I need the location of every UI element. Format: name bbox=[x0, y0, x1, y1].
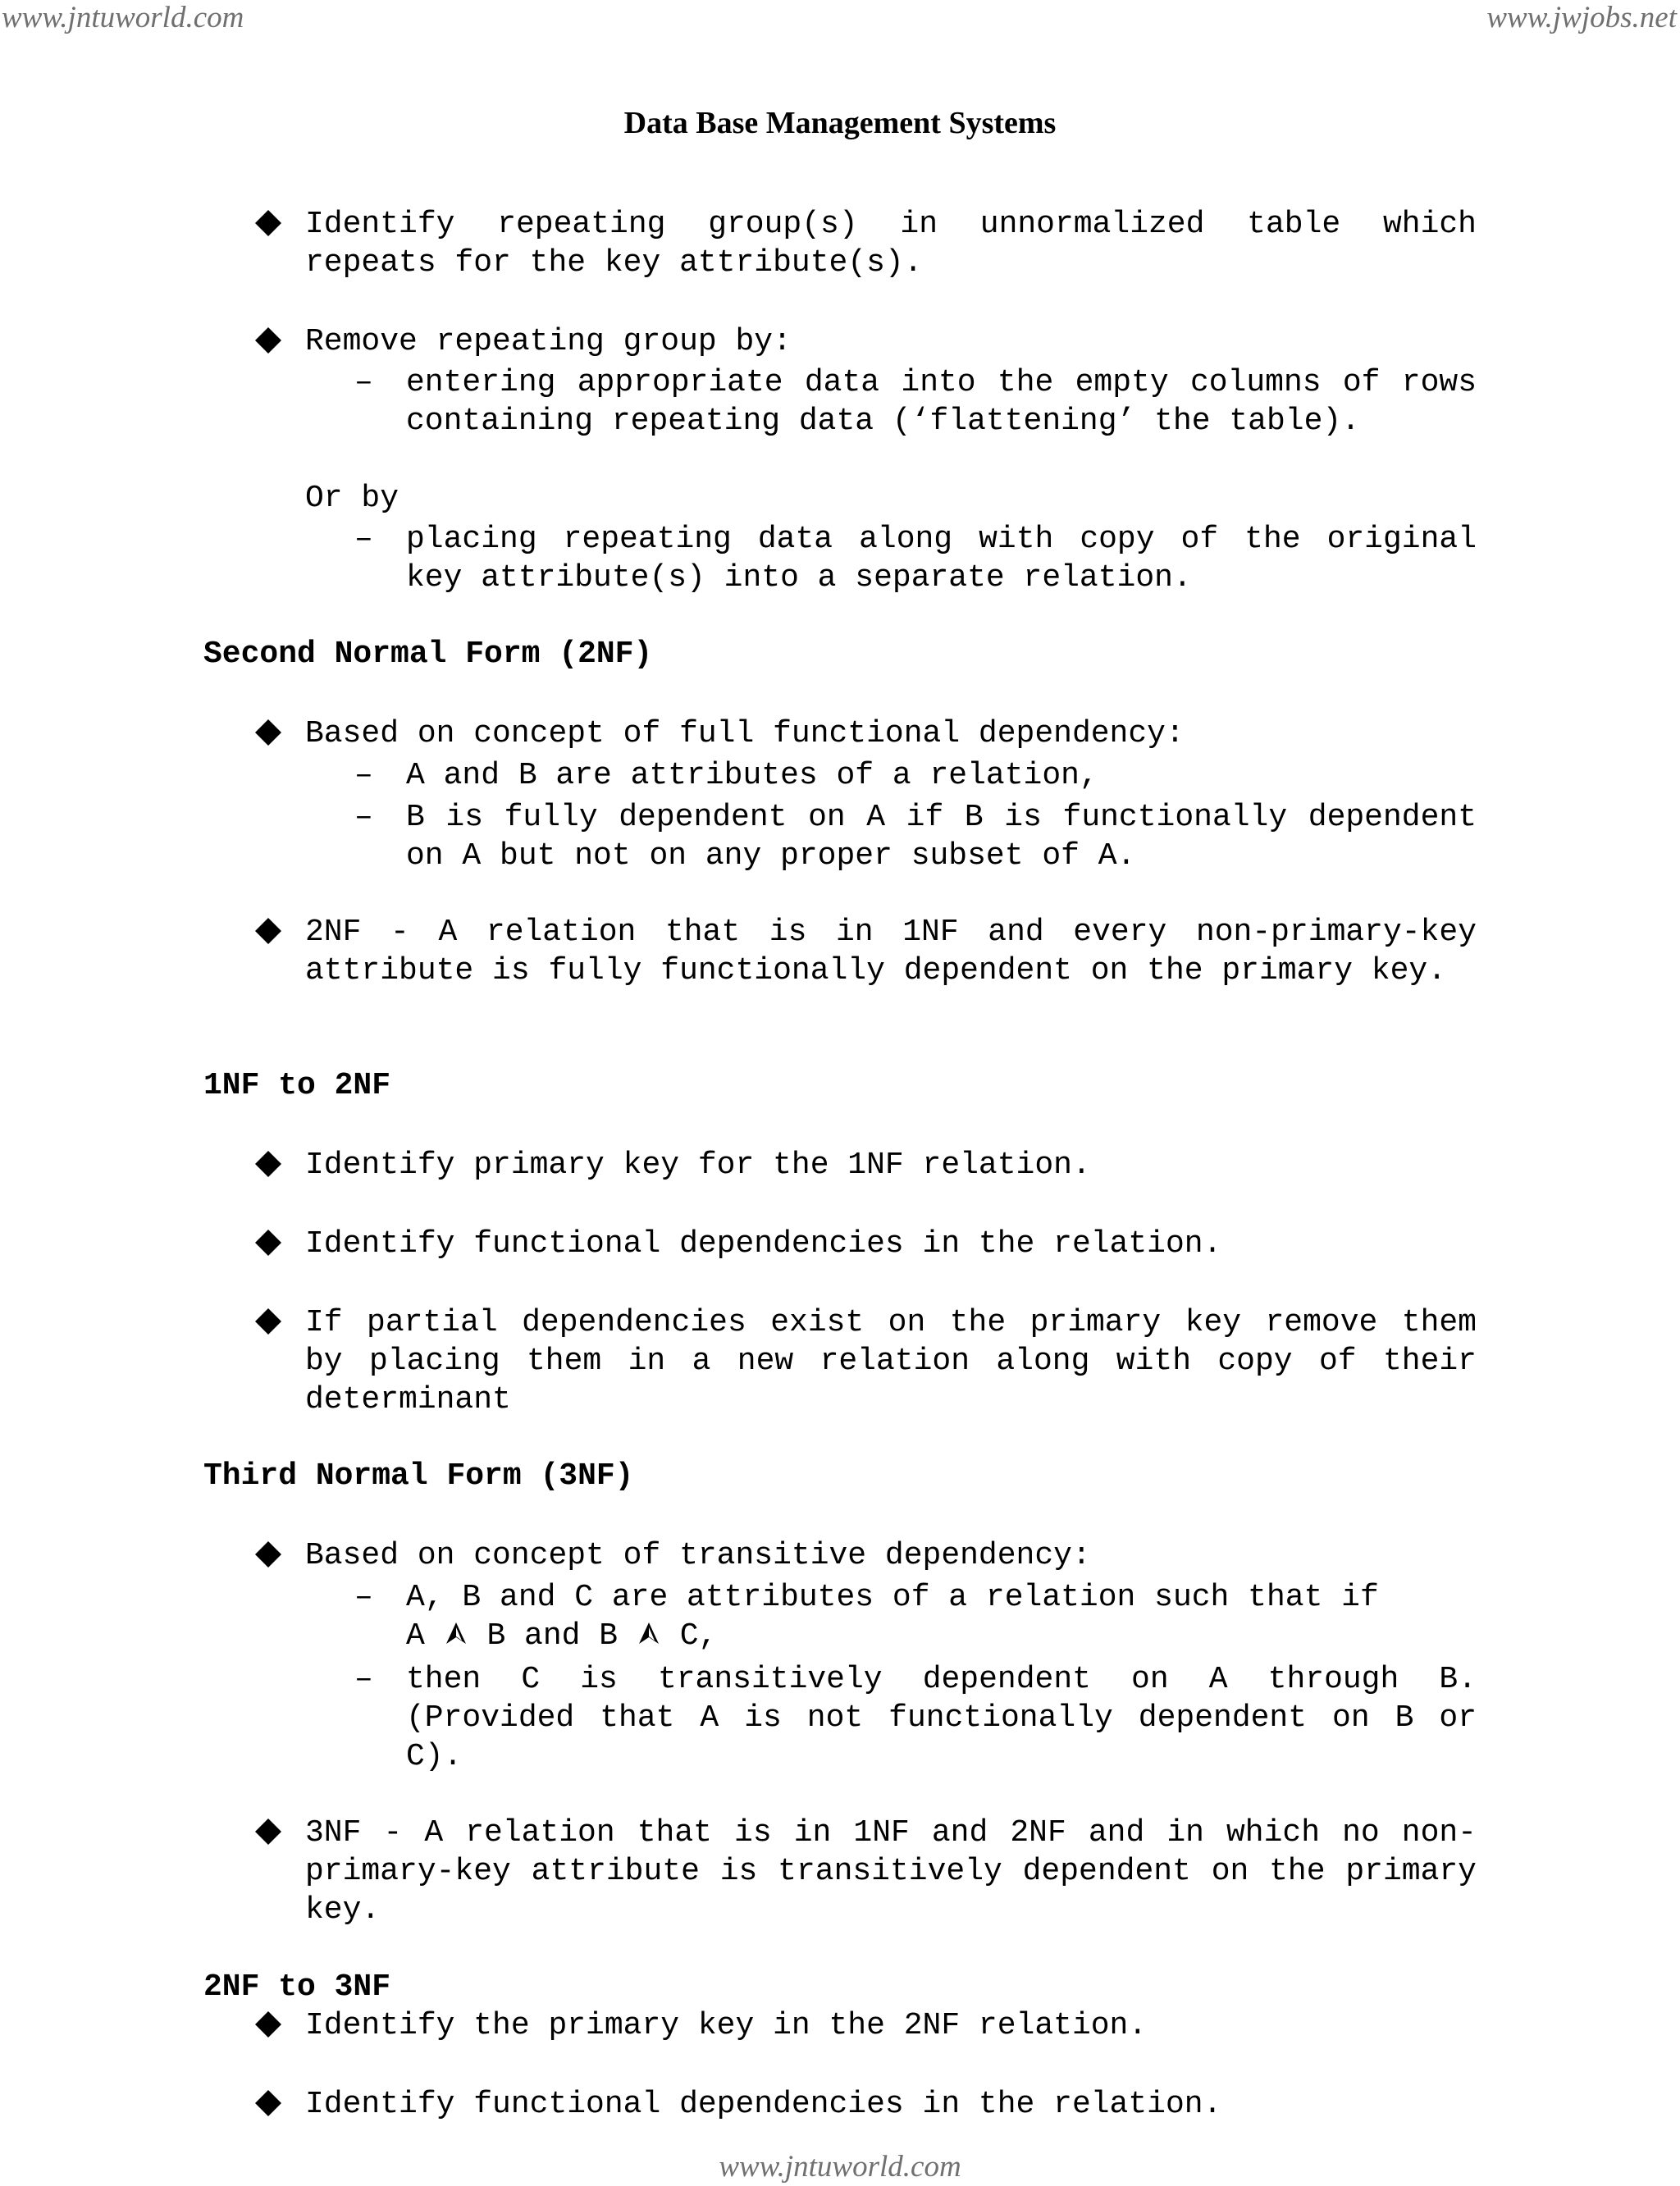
sub-bullet-text: B is fully dependent on A if B is functionally dependent on A but not on any proper subset of A. bbox=[406, 800, 1477, 874]
diamond-bullet-icon bbox=[254, 1150, 282, 1178]
bullet-text: Based on concept of full functional dependency: bbox=[305, 716, 1185, 751]
sub-bullet-text: A, B and C are attributes of a relation such that if bbox=[406, 1580, 1379, 1615]
page-title: Data Base Management Systems bbox=[623, 106, 1057, 140]
bullet-text: Identify functional dependencies in the relation. bbox=[305, 1226, 1222, 1262]
dash-marker: – bbox=[354, 522, 373, 557]
dependency-mid: B and B bbox=[486, 1618, 619, 1654]
section-heading-3nf: Third Normal Form (3NF) bbox=[203, 1458, 634, 1494]
bullet-text: Identify repeating group(s) in unnormalized table which repeats for the key attribute(s). bbox=[305, 207, 1477, 281]
bullet-text: Based on concept of transitive dependency: bbox=[305, 1538, 1091, 1573]
sub-bullet-text: entering appropriate data into the empty columns of rows containing repeating data (‘flattening’ the table). bbox=[406, 365, 1477, 439]
dash-marker: – bbox=[354, 800, 373, 835]
dash-marker: – bbox=[354, 365, 373, 400]
or-by-text: Or by bbox=[305, 481, 399, 516]
bullet-text: Identify primary key for the 1NF relation. bbox=[305, 1148, 1091, 1183]
dependency-end: C, bbox=[679, 1618, 718, 1654]
dash-marker: – bbox=[354, 1580, 373, 1615]
bullet-text: 2NF - A relation that is in 1NF and every non-primary-key attribute is fully functionally dependent on the primary key. bbox=[305, 915, 1477, 988]
functional-dependency-arrow-icon bbox=[637, 1618, 661, 1643]
section-heading-2nf: Second Normal Form (2NF) bbox=[203, 637, 653, 672]
sub-bullet-text: A and B are attributes of a relation, bbox=[406, 758, 1098, 793]
dash-marker: – bbox=[354, 758, 373, 793]
header-left-url: www.jntuworld.com bbox=[2, 1, 244, 34]
diamond-bullet-icon bbox=[254, 326, 282, 354]
functional-dependency-arrow-icon bbox=[444, 1618, 468, 1643]
diamond-bullet-icon bbox=[254, 1229, 282, 1257]
bullet-text: Identify functional dependencies in the relation. bbox=[305, 2087, 1222, 2122]
bullet-text: Remove repeating group by: bbox=[305, 324, 792, 359]
diamond-bullet-icon bbox=[254, 719, 282, 746]
sub-bullet-text: placing repeating data along with copy of the original key attribute(s) into a separate relation. bbox=[406, 522, 1477, 596]
diamond-bullet-icon bbox=[254, 2010, 282, 2038]
attribute-a: A bbox=[406, 1618, 425, 1654]
diamond-bullet-icon bbox=[254, 917, 282, 945]
bullet-text: Identify the primary key in the 2NF relation. bbox=[305, 2008, 1148, 2043]
diamond-bullet-icon bbox=[254, 1540, 282, 1568]
dash-marker: – bbox=[354, 1662, 373, 1697]
dependency-expression bbox=[406, 1617, 1477, 1655]
diamond-bullet-icon bbox=[254, 2089, 282, 2117]
bullet-text: 3NF - A relation that is in 1NF and 2NF and in which no non-primary-key attribute is transitively dependent on the primary key. bbox=[305, 1815, 1477, 1928]
header-right-url: www.jwjobs.net bbox=[1486, 1, 1677, 34]
footer-url: www.jntuworld.com bbox=[719, 2150, 961, 2184]
diamond-bullet-icon bbox=[254, 1307, 282, 1335]
bullet-text: If partial dependencies exist on the primary key remove them by placing them in a new relation along with copy of their determinant bbox=[305, 1305, 1477, 1417]
section-heading-2nf-to-3nf: 2NF to 3NF bbox=[203, 1969, 391, 2005]
sub-bullet-text: then C is transitively dependent on A through B. (Provided that A is not functionally dependent on B or C). bbox=[406, 1662, 1477, 1774]
diamond-bullet-icon bbox=[254, 209, 282, 237]
section-heading-1nf-to-2nf: 1NF to 2NF bbox=[203, 1068, 391, 1103]
diamond-bullet-icon bbox=[254, 1818, 282, 1846]
